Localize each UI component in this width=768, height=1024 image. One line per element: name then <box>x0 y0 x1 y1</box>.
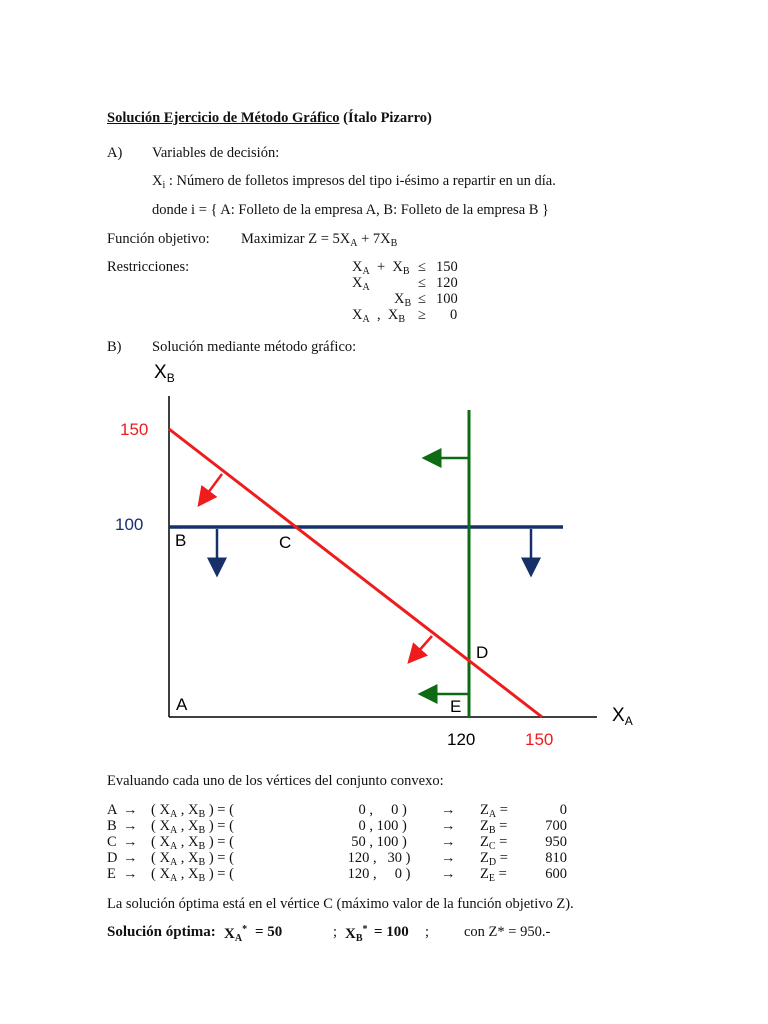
arrow-icon: → <box>441 834 456 850</box>
optimal-z-value: con Z* = 950.- <box>464 924 551 940</box>
y-axis-label: $X_B$ <box>154 362 175 385</box>
arrow-icon: → <box>123 866 138 882</box>
z-label: $Z_A$ = <box>480 802 508 820</box>
evaluation-row <box>107 834 567 850</box>
optimal-xa: $X_A^*$ <box>224 924 248 944</box>
conclusion-text: La solución óptima está en el vértice C (máximo valor de la función objetivo Z). <box>107 896 574 912</box>
z-label: $Z_B$ = <box>480 818 508 836</box>
z-label: $Z_E$ = <box>480 866 507 884</box>
pair-values: 120 , 0 ) <box>344 866 411 882</box>
optimal-label: Solución óptima: <box>107 924 216 940</box>
arrow-icon: → <box>123 850 138 866</box>
z-label: $Z_C$ = <box>480 834 508 852</box>
optimal-xb: $X_B^*$ <box>345 924 368 944</box>
variable-description: : Número de folletos impresos del tipo i-ésimo a repartir en un día. <box>168 173 556 189</box>
variable-definition: $X_i$ : Número de folletos impresos del tipo i-ésimo a repartir en un día. <box>152 173 556 191</box>
restriction-4-sign: ≥ <box>418 307 426 323</box>
evaluation-row <box>107 866 567 882</box>
section-a-label: A) <box>107 145 123 161</box>
arrow-icon: → <box>123 834 138 850</box>
restriction-3: $X_B$ <box>394 291 412 309</box>
optimal-sep-2: ; <box>425 924 430 940</box>
restriction-2: $X_A$ <box>352 275 370 293</box>
vertex-name: C <box>107 834 117 850</box>
optimal-xb-value: = 100 <box>374 924 409 940</box>
vertex-d-label: D <box>476 643 489 662</box>
arrow-icon: → <box>441 850 456 866</box>
section-a-heading: Variables de decisión: <box>152 145 280 161</box>
vertex-name: B <box>107 818 117 834</box>
constraint-sum-arrow-bottom <box>409 636 432 662</box>
restriction-3-rhs: 100 <box>436 291 458 307</box>
vertex-a-label: A <box>176 695 188 714</box>
pair-expression: ( $X_A$ , $X_B$ ) = ( <box>151 850 234 868</box>
arrow-icon: → <box>441 802 456 818</box>
z-value: 950 <box>545 834 567 850</box>
y-tick-100: 100 <box>115 515 144 534</box>
vertex-name: A <box>107 802 118 818</box>
objective-function: Maximizar $Z = 5X_A + 7X_B$ <box>241 231 398 249</box>
optimal-sep-1: ; <box>333 924 338 940</box>
section-b-heading: Solución mediante método gráfico: <box>152 339 357 355</box>
arrow-icon: → <box>441 818 456 834</box>
restriction-1-rhs: 150 <box>436 259 458 275</box>
title-main: Solución Ejercicio de Método Gráfico <box>107 110 340 126</box>
arrow-icon: → <box>123 802 138 818</box>
z-value: 700 <box>545 818 567 834</box>
objective-label: Función objetivo: <box>107 231 210 247</box>
vertex-e-label: E <box>450 697 462 716</box>
restriction-3-sign: ≤ <box>418 291 426 307</box>
restriction-4: $X_A$ , $X_B$ <box>352 307 405 325</box>
arrow-icon: → <box>441 866 456 882</box>
x-axis-label: $X_A$ <box>612 705 633 728</box>
constraint-sum-arrow-top <box>199 474 222 505</box>
variable-domain: donde i = { A: Folleto de la empresa A, B: Folleto de la empresa B } <box>152 202 550 218</box>
evaluation-row <box>107 802 567 818</box>
graphical-solution-diagram <box>100 355 633 775</box>
x-tick-120: 120 <box>447 730 476 749</box>
restriction-1-sign: ≤ <box>418 259 426 275</box>
z-value: 810 <box>545 850 567 866</box>
pair-values: 120 , 30 ) <box>344 850 411 866</box>
z-value: 0 <box>559 802 567 818</box>
restriction-2-sign: ≤ <box>418 275 426 291</box>
x-tick-150: 150 <box>525 730 554 749</box>
vertex-b-label: B <box>175 531 187 550</box>
z-label: $Z_D$ = <box>480 850 508 868</box>
y-tick-150: 150 <box>120 420 149 439</box>
pair-expression: ( $X_A$ , $X_B$ ) = ( <box>151 802 234 820</box>
restriction-4-rhs: 0 <box>450 307 458 323</box>
optimal-xa-value: = 50 <box>255 924 283 940</box>
pair-expression: ( $X_A$ , $X_B$ ) = ( <box>151 866 234 884</box>
pair-values: 0 , 100 ) <box>344 818 407 834</box>
evaluation-row <box>107 818 567 834</box>
vertex-name: D <box>107 850 118 866</box>
restriction-1: $X_A + X_B$ <box>352 259 410 277</box>
pair-expression: ( $X_A$ , $X_B$ ) = ( <box>151 818 234 836</box>
arrow-icon: → <box>123 818 138 834</box>
z-value: 600 <box>545 866 567 882</box>
pair-values: 0 , 0 ) <box>344 802 407 818</box>
title-author: (Ítalo Pizarro) <box>343 110 432 126</box>
restrictions-label: Restricciones: <box>107 259 190 275</box>
pair-values: 50 , 100 ) <box>344 834 407 850</box>
document-title <box>107 110 432 127</box>
vertex-c-label: C <box>279 533 292 552</box>
section-b-label: B) <box>107 339 122 355</box>
restriction-2-rhs: 120 <box>436 275 458 291</box>
evaluation-intro: Evaluando cada uno de los vértices del conjunto convexo: <box>107 773 444 789</box>
evaluation-row <box>107 850 567 866</box>
vertex-name: E <box>107 866 116 882</box>
constraint-sum-150-line <box>169 429 542 717</box>
pair-expression: ( $X_A$ , $X_B$ ) = ( <box>151 834 234 852</box>
